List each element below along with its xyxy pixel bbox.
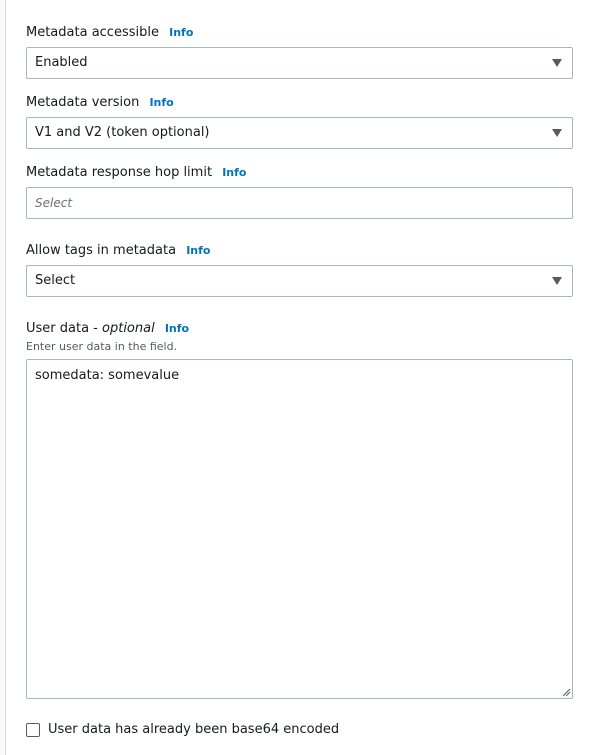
allow-tags-label-row [26, 242, 210, 260]
metadata-version-info-link[interactable]: Info [149, 96, 174, 109]
metadata-accessible-select[interactable] [26, 47, 573, 79]
allow-tags-label: Allow tags in metadata [26, 243, 177, 258]
base64-checkbox[interactable] [26, 723, 40, 737]
metadata-accessible-info-link[interactable]: Info [169, 26, 194, 39]
metadata-accessible-label: Metadata accessible [26, 25, 159, 40]
user-data-info-link[interactable]: Info [164, 322, 190, 335]
user-data-label: User data - [26, 321, 103, 336]
base64-checkbox-label: User data has already been base64 encoded [48, 722, 340, 737]
user-data-textarea[interactable] [26, 359, 573, 699]
caret-down-icon [552, 129, 562, 137]
metadata-accessible-label-row [26, 24, 193, 42]
hop-limit-info-link[interactable]: Info [222, 166, 247, 179]
caret-down-icon [552, 59, 562, 67]
allow-tags-select[interactable] [26, 265, 573, 297]
allow-tags-info-link[interactable]: Info [186, 244, 211, 257]
metadata-accessible-value: Enabled [35, 55, 88, 70]
metadata-version-select[interactable] [26, 117, 573, 149]
user-data-description: Enter user data in the field. [26, 340, 178, 353]
user-data-label-row [26, 320, 189, 338]
hop-limit-input[interactable] [26, 187, 573, 219]
metadata-version-value: V1 and V2 (token optional) [35, 125, 210, 140]
metadata-version-label: Metadata version [26, 95, 140, 110]
left-panel-border [0, 0, 6, 755]
caret-down-icon [552, 277, 562, 285]
user-data-optional-tag: optional [102, 321, 155, 336]
hop-limit-label-row [26, 164, 246, 182]
resize-grip-icon[interactable] [562, 688, 571, 697]
hop-limit-label: Metadata response hop limit [26, 165, 213, 180]
metadata-version-label-row [26, 94, 174, 112]
allow-tags-value: Select [35, 273, 76, 288]
